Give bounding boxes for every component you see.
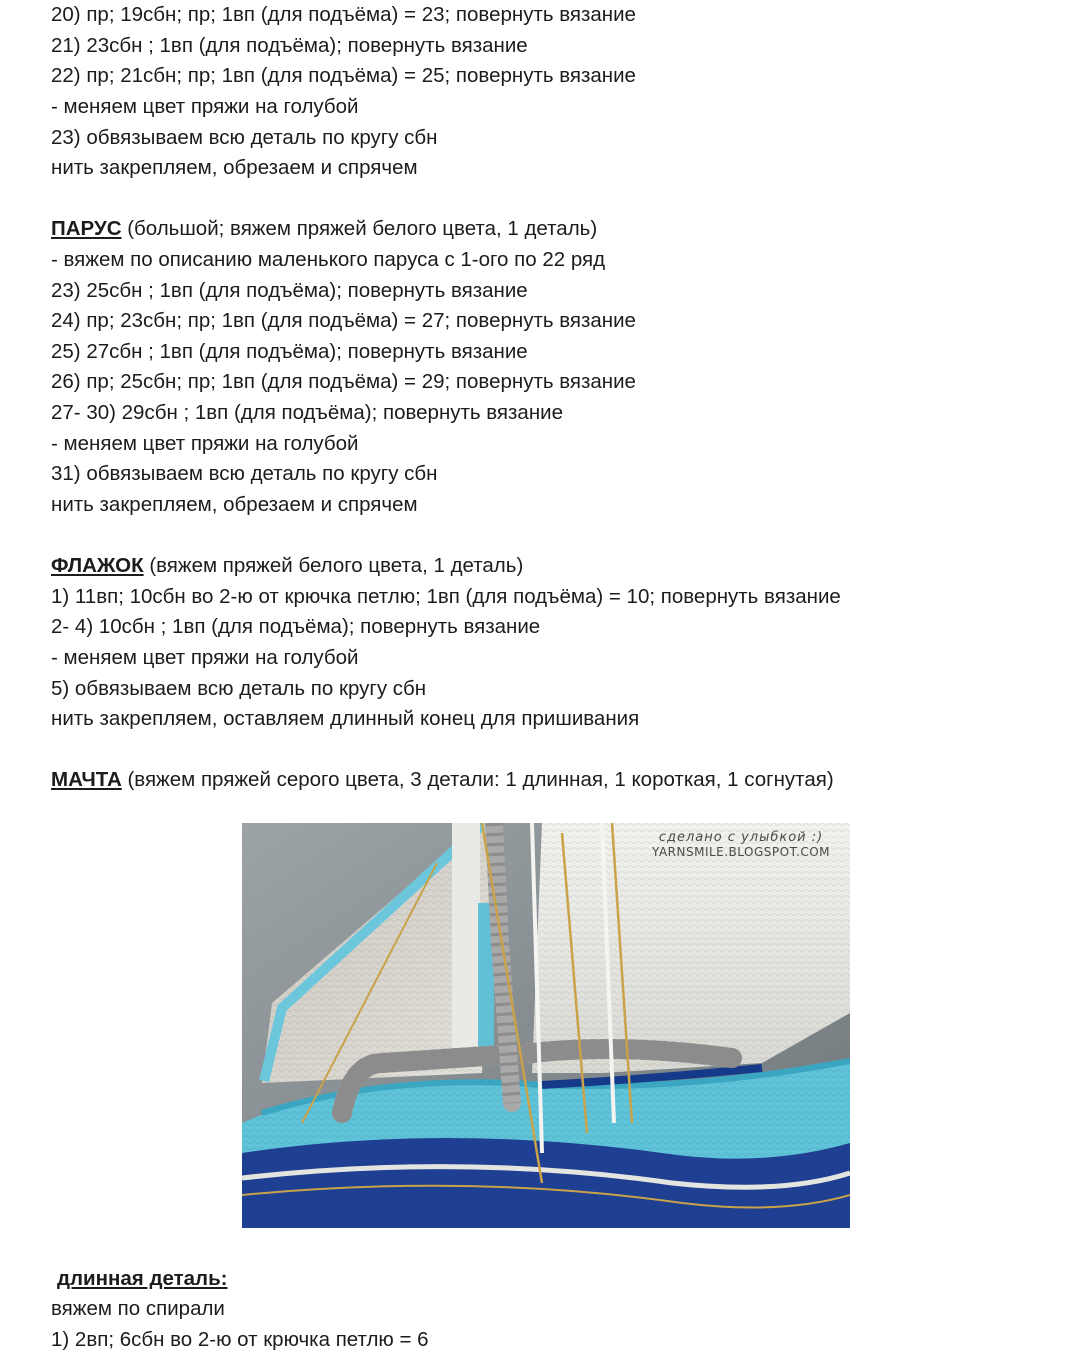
big-sail-row: нить закрепляем, обрезаем и спрячем (51, 493, 418, 516)
flag-row: 5) обвязываем всю деталь по кругу сбн (51, 677, 427, 700)
big-sail-row: 24) пр; 23сбн; пр; 1вп (для подъёма) = 27; повернуть вязание (51, 309, 636, 332)
long-part-row: 1) 2вп; 6сбн во 2-ю от крючка петлю = 6 (51, 1328, 429, 1351)
flag-row: - меняем цвет пряжи на голубой (51, 646, 359, 669)
big-sail-row: 31) обвязываем всю деталь по кругу сбн (51, 462, 438, 485)
flag-heading (51, 553, 523, 579)
big-sail-row: 26) пр; 25сбн; пр; 1вп (для подъёма) = 29; повернуть вязание (51, 370, 636, 393)
flag-row: 2- 4) 10сбн ; 1вп (для подъёма); повернуть вязание (51, 615, 541, 638)
flag-subtitle: (вяжем пряжей белого цвета, 1 деталь) (143, 554, 524, 577)
boat-photo (242, 823, 850, 1228)
small-sail-row-20: 20) пр; 19сбн; пр; 1вп (для подъёма) = 23; повернуть вязание (51, 3, 636, 26)
boat-photo-illustration (242, 823, 850, 1228)
big-sail-subtitle: (большой; вяжем пряжей белого цвета, 1 деталь) (121, 217, 598, 240)
big-sail-row: - меняем цвет пряжи на голубой (51, 432, 359, 455)
small-sail-row-23: 23) обвязываем всю деталь по кругу сбн (51, 126, 438, 149)
big-sail-row: 27- 30) 29сбн ; 1вп (для подъёма); повернуть вязание (51, 401, 564, 424)
flag-row: нить закрепляем, оставляем длинный конец для пришивания (51, 707, 640, 730)
big-sail-row: 23) 25сбн ; 1вп (для подъёма); повернуть вязание (51, 279, 528, 302)
big-sail-row: 25) 27сбн ; 1вп (для подъёма); повернуть вязание (51, 340, 528, 363)
mast-subtitle: (вяжем пряжей серого цвета, 3 детали: 1 длинная, 1 короткая, 1 согнутая) (121, 768, 834, 791)
small-sail-row-21: 21) 23сбн ; 1вп (для подъёма); повернуть вязание (51, 34, 528, 57)
big-sail-heading (51, 216, 597, 242)
watermark-line-1: сделано с улыбкой :) (658, 830, 824, 845)
big-sail-title: ПАРУС (51, 217, 122, 240)
flag-title: ФЛАЖОК (51, 554, 144, 577)
small-sail-finish: нить закрепляем, обрезаем и спрячем (51, 156, 418, 179)
mast-heading (51, 767, 834, 793)
small-sail-row-22: 22) пр; 21сбн; пр; 1вп (для подъёма) = 25; повернуть вязание (51, 64, 636, 87)
long-part-title: длинная деталь: (57, 1267, 228, 1290)
big-sail-row: - вяжем по описанию маленького паруса с 1-ого по 22 ряд (51, 248, 606, 271)
long-part-heading (57, 1266, 228, 1292)
watermark-line-2: YARNSMILE.BLOGSPOT.COM (652, 845, 830, 859)
long-part-row: вяжем по спирали (51, 1297, 225, 1320)
mast-title: МАЧТА (51, 768, 122, 791)
small-sail-color-change: - меняем цвет пряжи на голубой (51, 95, 359, 118)
photo-watermark (652, 831, 830, 859)
flag-row: 1) 11вп; 10сбн во 2-ю от крючка петлю; 1вп (для подъёма) = 10; повернуть вязание (51, 585, 841, 608)
